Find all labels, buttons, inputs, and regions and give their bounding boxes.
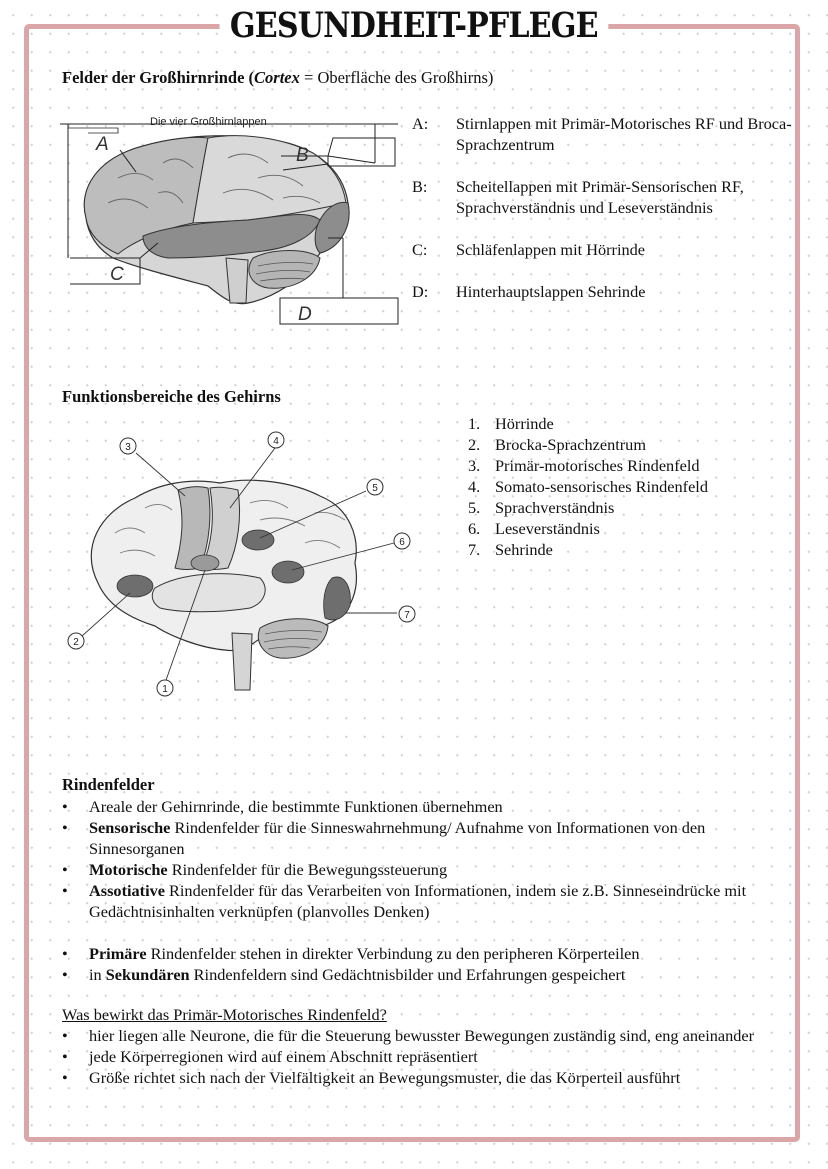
function-areas-list bbox=[468, 413, 708, 560]
section3-heading: Rindenfelder bbox=[62, 775, 155, 794]
list-item: 6. Leseverständnis bbox=[468, 519, 600, 538]
brainstem bbox=[226, 258, 248, 303]
label-b: B bbox=[296, 145, 309, 166]
reading-area bbox=[272, 561, 304, 583]
list-item: 7. Sehrinde bbox=[468, 540, 553, 559]
list-item: 2. Brocka-Sprachzentrum bbox=[468, 435, 646, 454]
cerebellum bbox=[249, 251, 320, 289]
visual-area bbox=[324, 577, 351, 620]
callout-2: 2 bbox=[73, 637, 79, 648]
list-item: • Areale der Gehirnrinde, die bestimmte Funktionen übernehmen bbox=[62, 797, 503, 816]
broca-area bbox=[117, 575, 153, 597]
definition-row: D: Hinterhauptslappen Sehrinde bbox=[412, 282, 646, 301]
list-item: • Motorische Rindenfelder für die Bewegungssteuerung bbox=[62, 860, 448, 879]
list-item: • jede Körperregionen wird auf einem Abschnitt repräsentiert bbox=[62, 1047, 478, 1066]
label-c: C bbox=[110, 264, 124, 285]
lobes-definitions bbox=[412, 113, 792, 323]
list-item: 4. Somato-sensorisches Rindenfeld bbox=[468, 477, 708, 496]
list-item: 1. Hörrinde bbox=[468, 414, 554, 433]
definition-row: B: Scheitellappen mit Primär-Sensorischen RF, Sprachverständnis und Leseverständnis bbox=[412, 177, 744, 217]
label-a: A bbox=[96, 134, 109, 155]
callout-5: 5 bbox=[372, 483, 378, 494]
label-d: D bbox=[298, 304, 312, 325]
list-item: 3. Primär-motorisches Rindenfeld bbox=[468, 456, 700, 475]
motor-cortex-list bbox=[62, 1025, 792, 1088]
callout-7: 7 bbox=[404, 610, 410, 621]
callout-6: 6 bbox=[399, 537, 405, 548]
list-item: • Primäre Rindenfelder stehen in direkter Verbindung zu den peripheren Körperteilen bbox=[62, 944, 640, 963]
list-item: • Assotiative Rindenfelder für das Verarbeiten von Informationen, indem sie z.B. Sinneseindrücke mit Gedächtnisinhalten verknüpfen (planvolles Denken) bbox=[62, 881, 747, 921]
list-item: • in Sekundären Rindenfeldern sind Gedächtnisbilder und Erfahrungen gespeichert bbox=[62, 965, 626, 984]
list-item: 5. Sprachverständnis bbox=[468, 498, 615, 517]
section4-question: Was bewirkt das Primär-Motorisches Rindenfeld? bbox=[62, 1005, 387, 1024]
list-item: • Größe richtet sich nach der Vielfältigkeit an Bewegungsmuster, die das Körperteil ausführt bbox=[62, 1068, 681, 1087]
function-areas-figure bbox=[60, 428, 430, 703]
brainstem bbox=[232, 633, 252, 690]
list-item: • hier liegen alle Neurone, die für die Steuerung bewusster Bewegungen zuständig sind, eng aneinander bbox=[62, 1026, 755, 1045]
callout-1: 1 bbox=[162, 684, 168, 695]
callout-3: 3 bbox=[125, 442, 131, 453]
definition-row: A: Stirnlappen mit Primär-Motorisches RF und Broca-Sprachzentrum bbox=[412, 114, 792, 154]
callout-4: 4 bbox=[273, 436, 279, 447]
section2-heading: Funktionsbereiche des Gehirns bbox=[62, 387, 281, 406]
lobes-figure bbox=[58, 108, 403, 326]
wernicke-area bbox=[242, 530, 274, 550]
lobes-figure-caption: Die vier Großhirnlappen bbox=[150, 116, 267, 128]
page-title-wrap bbox=[0, 2, 828, 50]
section1-heading: Felder der Großhirnrinde (Cortex = Oberfläche des Großhirns) bbox=[62, 68, 494, 87]
auditory-area bbox=[191, 555, 219, 571]
page-title: GESUNDHEIT-PFLEGE bbox=[220, 2, 608, 50]
rindenfelder-list bbox=[62, 796, 792, 985]
list-item: • Sensorische Rindenfelder für die Sinneswahrnehmung/ Aufnahme von Informationen von den Sinnesorganen bbox=[62, 818, 706, 858]
definition-row: C: Schläfenlappen mit Hörrinde bbox=[412, 240, 645, 259]
